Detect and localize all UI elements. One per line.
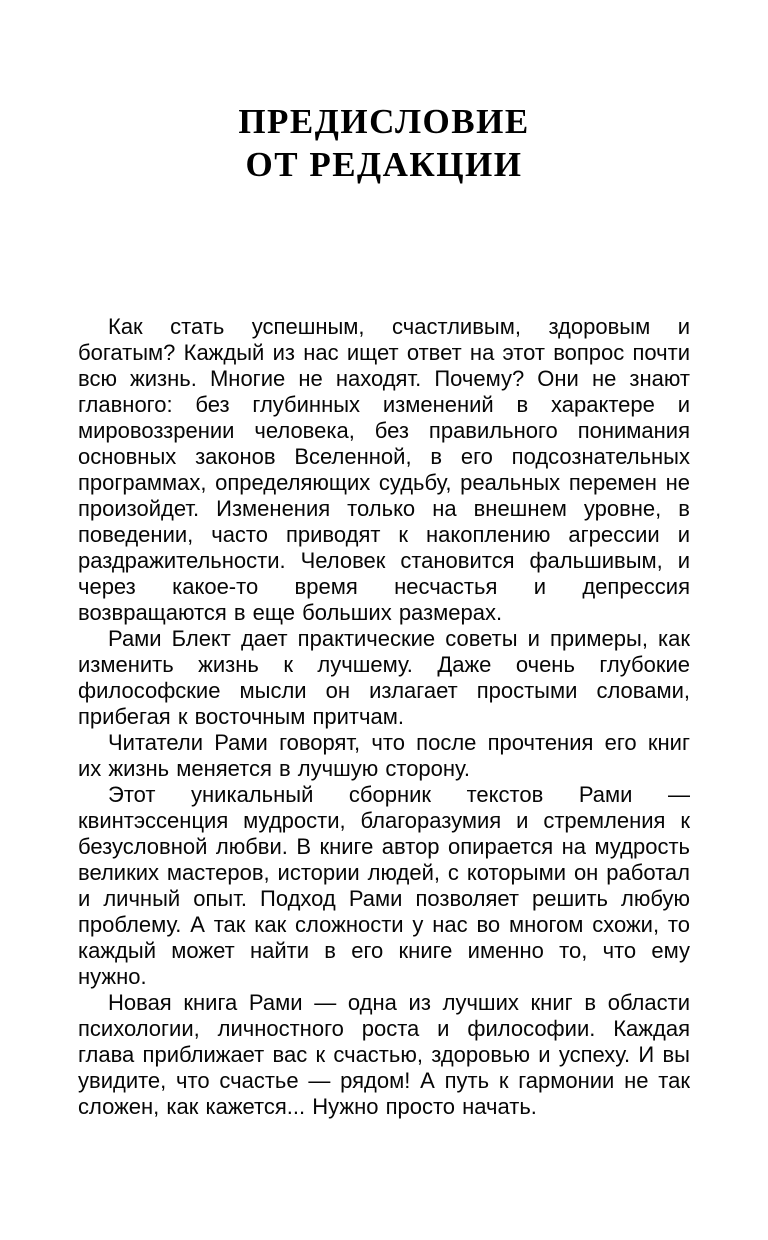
paragraph-3: Читатели Рами говорят, что после прочтения его книг их жизнь меняется в лучшую сторону.: [78, 730, 690, 781]
paragraph-1: Как стать успешным, счастливым, здоровым и богатым? Каждый из нас ищет ответ на этот вопрос почти всю жизнь. Многие не находят. Почему? Они не знают главного: без глубинных изменений в характере и мировоззрении человека, без правильного понимания основных законов Вселенной, в его подсознательных программах, определяющих судьбу, реальных перемен не произойдет. Изменения только на внешнем уровне, в поведении, часто приводят к накоплению агрессии и раздражительности. Человек становится фальшивым, и через какое-то время несчастья и депрессия возвращаются в еще больших размерах.: [78, 314, 690, 625]
paragraph-5: Новая книга Рами — одна из лучших книг в области психологии, личностного роста и философии. Каждая глава приближает вас к счастью, здоровью и успеху. И вы увидите, что счастье — рядом! А путь к гармонии не так сложен, как кажется... Нужно просто начать.: [78, 990, 690, 1119]
paragraph-2: Рами Блект дает практические советы и примеры, как изменить жизнь к лучшему. Даже очень глубокие философские мысли он излагает простыми словами, прибегая к восточным притчам.: [78, 626, 690, 729]
page-title-line-1: ПРЕДИСЛОВИЕ: [238, 102, 530, 141]
page-title-line-2: ОТ РЕДАКЦИИ: [245, 145, 523, 184]
body-text: [78, 314, 690, 1120]
paragraph-4: Этот уникальный сборник текстов Рами — квинтэссенция мудрости, благоразумия и стремления к безусловной любви. В книге автор опирается на мудрость великих мастеров, истории людей, с которыми он работал и личный опыт. Подход Рами позволяет решить любую проблему. А так как сложности у нас во многом схожи, то каждый может найти в его книге именно то, что ему нужно.: [78, 782, 690, 989]
page-title: [78, 100, 690, 186]
